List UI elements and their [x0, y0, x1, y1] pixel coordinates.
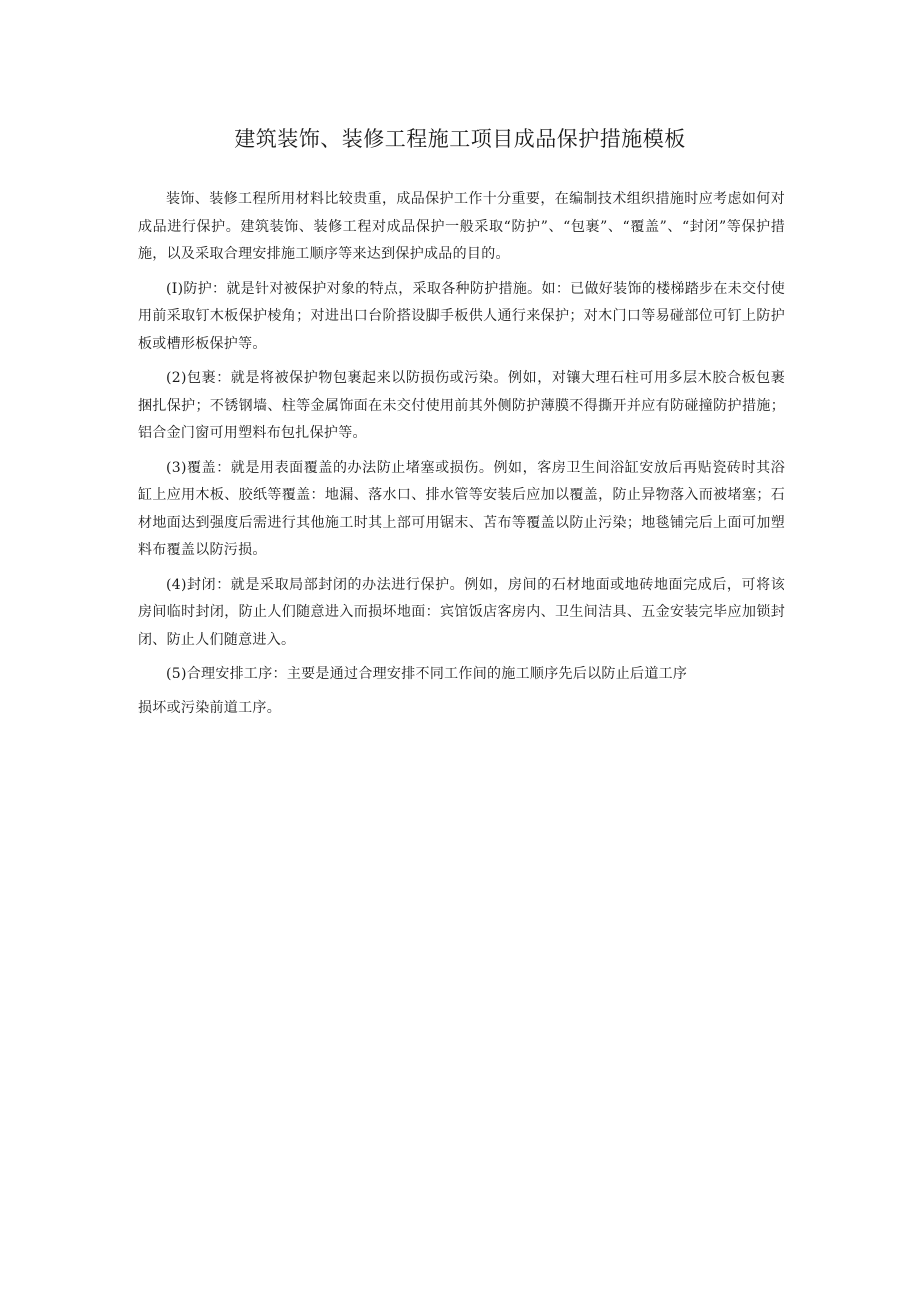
- paragraph-wrapping: (2)包裹：就是将被保护物包裹起来以防损伤或污染。例如，对镶大理石柱可用多层木胶合板包裹捆扎保护；不锈钢墙、柱等金属饰面在未交付使用前其外侧防护薄膜不得撕开并应有防碰撞防护措施；铝合金门窗可用塑料布包扎保护等。: [138, 370, 785, 441]
- paragraph-sealing: (4)封闭：就是采取局部封闭的办法进行保护。例如，房间的石材地面或地砖地面完成后，可将该房间临时封闭，防止人们随意进入而损坏地面：宾馆饭店客房内、卫生间洁具、五金安装完毕应加锁封闭、防止人们随意进入。: [138, 576, 785, 648]
- document-body: [138, 186, 785, 729]
- paragraph-covering: (3)覆盖：就是用表面覆盖的办法防止堵塞或损伤。例如，客房卫生间浴缸安放后再贴瓷砖时其浴缸上应用木板、胶纸等覆盖：地漏、落水口、排水管等安装后应加以覆盖，防止异物落入而被堵塞；石材地面达到强度后需进行其他施工时其上部可用锯末、苫布等覆盖以防止污染；地毯铺完后上面可加塑料布覆盖以防污损。: [138, 459, 785, 558]
- document-title: 建筑装饰、装修工程施工项目成品保护措施模板: [234, 127, 686, 151]
- paragraph-sequencing: (5)合理安排工序：主要是通过合理安排不同工作间的施工顺序先后以防止后道工序: [166, 666, 688, 682]
- intro-paragraph: 装饰、装修工程所用材料比较贵重，成品保护工作十分重要，在编制技术组织措施时应考虑如何对成品进行保护。建筑装饰、装修工程对成品保护一般采取“防护”、“包裹”、“覆盖”、“封闭”等保护措施，以及采取合理安排施工顺序等来达到保护成品的目的。: [138, 191, 785, 262]
- paragraph-protection: (I)防护：就是针对被保护对象的特点，采取各种防护措施。如：已做好装饰的楼梯踏步在未交付使用前采取钉木板保护棱角；对进出口台阶搭设脚手板供人通行来保护；对木门口等易碰部位可钉上防护板或槽形板保护等。: [138, 280, 785, 352]
- paragraph-sequencing-continued: 损坏或污染前道工序。: [138, 699, 281, 716]
